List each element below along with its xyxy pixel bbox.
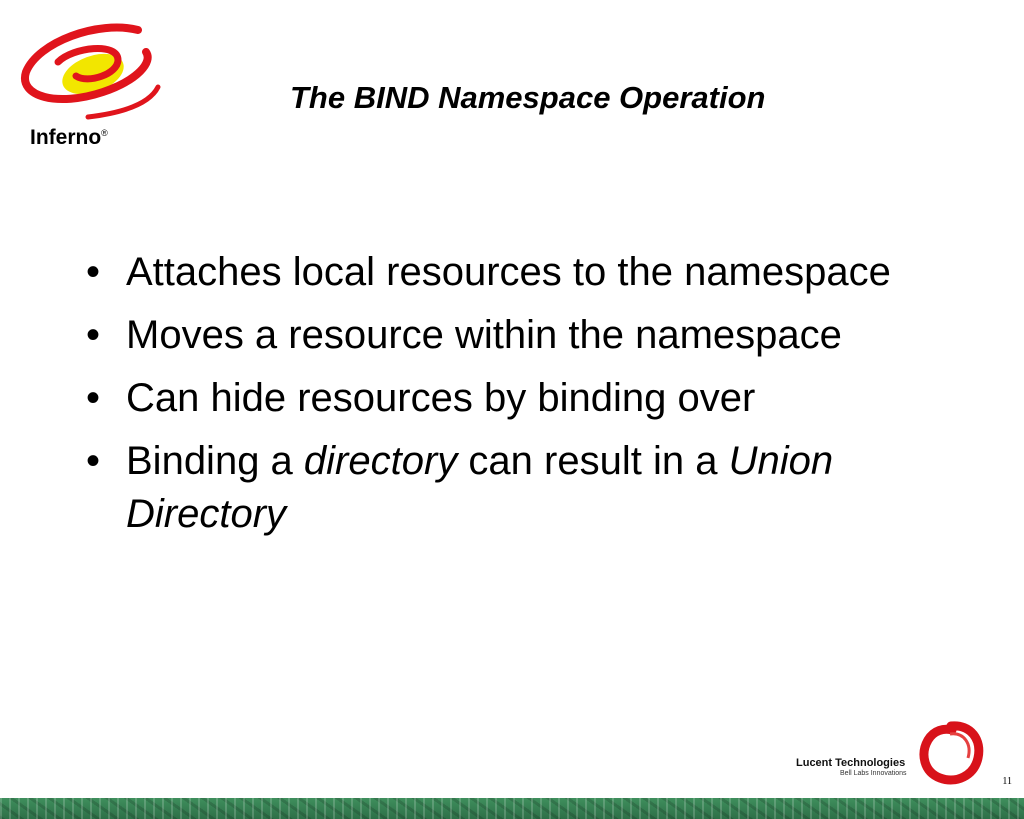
bullet-list	[86, 246, 966, 551]
bullet-dot-icon: •	[86, 313, 101, 357]
inferno-wordmark: Inferno®	[30, 126, 108, 149]
lucent-tagline: Bell Labs Innovations	[840, 770, 907, 777]
bullet-item: • Attaches local resources to the namespace	[86, 246, 966, 299]
inferno-logo	[18, 22, 168, 162]
page-number: 11	[1002, 776, 1012, 787]
lucent-ring-icon	[916, 720, 986, 790]
bullet-item: • Binding a directory can result in a Union Directory	[86, 435, 966, 541]
bullet-item: • Can hide resources by binding over	[86, 372, 966, 425]
bullet-item: • Moves a resource within the namespace	[86, 309, 966, 362]
slide-title: The BIND Namespace Operation	[290, 80, 766, 115]
bullet-dot-icon: •	[86, 250, 101, 294]
bullet-dot-icon: •	[86, 376, 101, 420]
bullet-dot-icon: •	[86, 439, 101, 483]
inferno-swirl-icon	[18, 22, 168, 132]
footer-circuit-band	[0, 798, 1024, 819]
lucent-logo	[780, 720, 1000, 790]
lucent-company-name: Lucent Technologies	[796, 757, 906, 769]
